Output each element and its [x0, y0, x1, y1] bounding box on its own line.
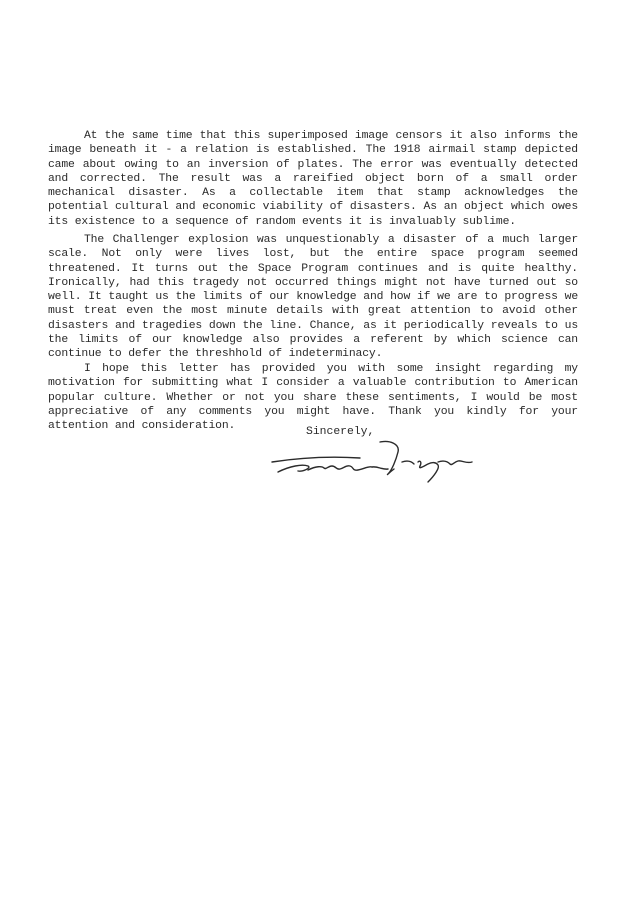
handwritten-signature: [268, 436, 478, 486]
letter-paragraph-challenger: The Challenger explosion was unquestionably a disaster of a much larger scale. Not only were lives lost, but the entire space program seemed threatened. It turns out the Space Program continues and is quite healthy. Ironically, had this tragedy not occurred things might not have turned out so well. It taught us the limits of our knowledge and how if we are to progress we must treat even the most minute details with great attention to avoid other disasters and tragedies down the line. Chance, as it periodically reveals to us the limits of our knowledge also provides a referent by which science can continue to defer the threshhold of indeterminacy.: [48, 234, 578, 361]
letter-paragraph-closing-remarks: I hope this letter has provided you with some insight regarding my motivation for submitting what I consider a valuable contribution to American popular culture. Whether or not you share these sentiments, I would be most appreciative of any comments you might have. Thank you kindly for your attention and consideration.: [48, 363, 578, 433]
letter-closing: Sincerely,: [306, 426, 375, 438]
letter-paragraph-stamp: At the same time that this superimposed image censors it also informs the image beneath it - a relation is established. The 1918 airmail stamp depicted came about owing to an inversion of plates. The error was eventually detected and corrected. The result was a rareified object born of a small order mechanical disaster. As a collectable item that stamp acknowledges the potential cultural and economic viability of disasters. As an object which owes its existence to a sequence of random events it is invaluably sublime.: [48, 130, 578, 228]
